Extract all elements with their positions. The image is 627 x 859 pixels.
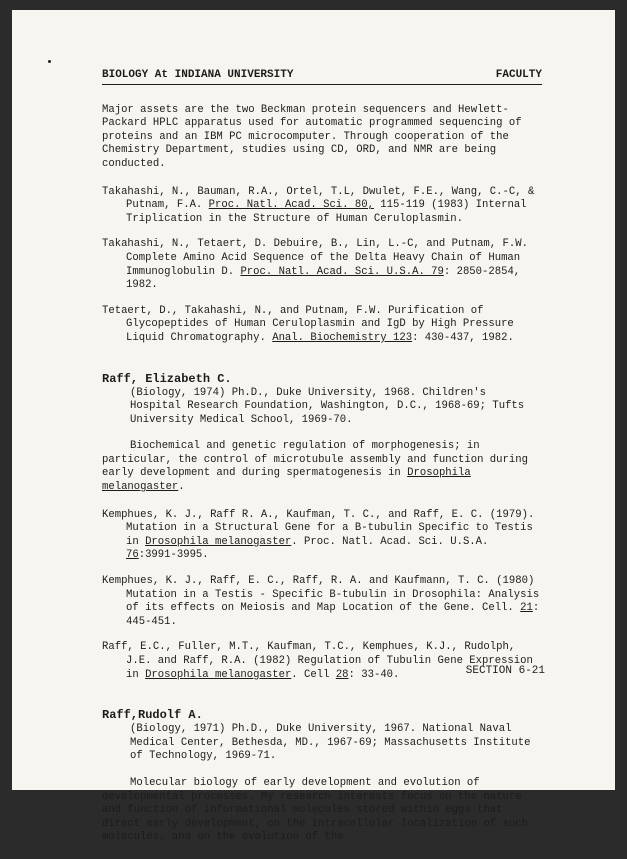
faculty-bio: (Biology, 1974) Ph.D., Duke University, 1968. Children's Hospital Research Foundation, Washington, D.C., 1968-69; Tufts University Medical School, 1969-70. bbox=[130, 386, 525, 426]
reference: Takahashi, N., Tetaert, D. Debuire, B., Lin, L.-C, and Putnam, F.W. Complete Amino Acid Sequence of the Delta Heavy Chain of Human Immunoglobulin D. Proc. Natl. Acad. Sci. U.S.A. 79: 2850-2854, 1982. bbox=[102, 238, 528, 292]
reference: Kemphues, K. J., Raff, E. C., Raff, R. A. and Kaufmann, T. C. (1980) Mutation in a Testis - Specific B-tubulin in Drosophila: Analysis of its effects on Meiosis and Map Location of the Gene. Cell. 21: 445-451. bbox=[102, 575, 540, 628]
reference: Raff, E.C., Fuller, M.T., Kaufman, T.C., Kemphues, K.J., Rudolph, J.E. and Raff, R.A. (1982) Regulation of Tubulin Gene Expression in Drosophila melanogaster. Cell 28: 33-40. bbox=[102, 641, 533, 681]
faculty-name: Raff,Rudolf A. bbox=[102, 708, 203, 723]
header-title: BIOLOGY At INDIANA UNIVERSITY bbox=[102, 69, 294, 81]
intro-paragraph: Major assets are the two Beckman protein sequencers and Hewlett-Packard HPLC apparatus used for automatic programmed sequencing of proteins and an IBM PC microcomputer. Through cooperation of the Chemistry Department, studies using CD, ORD, and NMR are being conducted. bbox=[102, 103, 522, 170]
faculty-name: Raff, Elizabeth C. bbox=[102, 371, 232, 386]
reference: Takahashi, N., Bauman, R.A., Ortel, T.L, Dwulet, F.E., Wang, C.-C, & Putnam, F.A. Proc. Natl. Acad. Sci. 80, 115-119 (1983) Internal Triplication in the Structure of Human Ceruloplasmin. bbox=[102, 185, 535, 225]
faculty-bio: (Biology, 1971) Ph.D., Duke University, 1967. National Naval Medical Center, Bethesda, MD., 1967-69; Massachusetts Institute of Technology, 1969-71. bbox=[130, 723, 531, 763]
research-description: Biochemical and genetic regulation of morphogenesis; in particular, the control of microtubule assembly and function during early development and during spermatogenesis in Drosophila melanogaster. bbox=[102, 440, 528, 494]
header-section: FACULTY bbox=[495, 69, 542, 81]
research-description: Molecular biology of early development and evolution of developmental processes. My research interests focus on the nature and function of informational molecules stored within eggs that direct early development, on the intracellular localization of such molecules, and on the evolution of the bbox=[102, 776, 528, 844]
document-body bbox=[102, 69, 542, 859]
punch-mark bbox=[48, 60, 51, 63]
document-page bbox=[12, 10, 615, 844]
reference: Tetaert, D., Takahashi, N., and Putnam, F.W. Purification of Glycopeptides of Human Ceruloplasmin and IgD by High Pressure Liquid Chromatography. Anal. Biochemistry 123: 430-437, 1982. bbox=[102, 304, 514, 344]
page-footer: SECTION 6-21 bbox=[465, 665, 545, 677]
reference: Kemphues, K. J., Raff R. A., Kaufman, T. C., and Raff, E. C. (1979). Mutation in a Structural Gene for a B-tubulin Specific to Testis in Drosophila melanogaster. Proc. Natl. Acad. Sci. U.S.A. 76:3991-3995. bbox=[102, 508, 535, 562]
page-header bbox=[102, 69, 542, 85]
